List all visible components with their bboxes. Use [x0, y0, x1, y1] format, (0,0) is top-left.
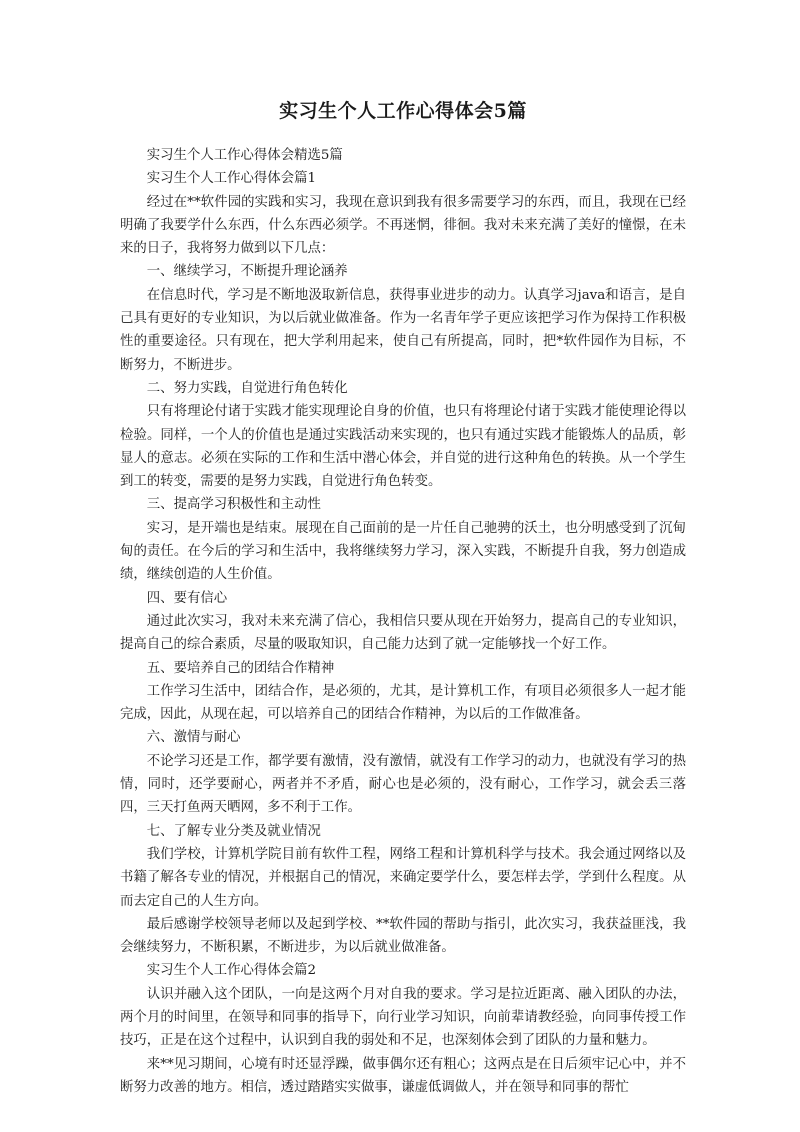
body-paragraph: 实习，是开端也是结束。展现在自己面前的是一片任自己驰骋的沃土，也分明感受到了沉甸甸的责任。在今后的学习和生活中，我将继续努力学习，深入实践，不断提升自我，努力创造成绩，继续创造的人生价值。 — [120, 520, 686, 583]
article-heading-1: 实习生个人工作心得体会篇1 — [146, 171, 317, 187]
document-page — [120, 96, 686, 1099]
body-paragraph: 不论学习还是工作，都学要有激情，没有激情，就没有工作学习的动力，也就没有学习的热情，同时，还学要耐心，两者并不矛盾，耐心也是必须的，没有耐心，工作学习，就会丢三落四，三天打鱼两天晒网，多不利于工作。 — [120, 753, 686, 816]
body-paragraph: 只有将理论付诸于实践才能实现理论自身的价值，也只有将理论付诸于实践才能使理论得以检验。同样，一个人的价值也是通过实践活动来实现的，也只有通过实践才能锻炼人的品质，彰显人的意志。必须在实际的工作和生活中潜心体会，并自觉的进行这种角色的转换。从一个学生到工的转变，需要的是努力实践，自觉进行角色转变。 — [120, 404, 686, 490]
body-paragraph: 通过此次实习，我对未来充满了信心，我相信只要从现在开始努力，提高自己的专业知识，提高自己的综合素质，尽量的吸取知识，自己能力达到了就一定能够找一个好工作。 — [120, 613, 686, 653]
section-heading: 二、努力实践，自觉进行角色转化 — [146, 380, 348, 396]
body-paragraph: 工作学习生活中，团结合作，是必须的，尤其，是计算机工作，有项目必须很多人一起才能完成，因此，从现在起，可以培养自己的团结合作精神，为以后的工作做准备。 — [120, 683, 686, 723]
section-heading: 三、提高学习积极性和主动性 — [146, 497, 321, 513]
section-heading: 五、要培养自己的团结合作精神 — [146, 660, 335, 676]
body-paragraph: 认识并融入这个团队，一向是这两个月对自我的要求。学习是拉近距离、融入团队的办法，两个月的时间里，在领导和同事的指导下，向行业学习知识，向前辈请教经验，向同事传授工作技巧，正是在这个过程中，认识到自我的弱处和不足，也深刻体会到了团队的力量和魅力。 — [120, 986, 686, 1049]
section-heading: 一、继续学习，不断提升理论涵养 — [146, 264, 348, 280]
body-paragraph: 在信息时代，学习是不断地汲取新信息，获得事业进步的动力。认真学习java和语言，是自己具有更好的专业知识，为以后就业做准备。作为一名青年学子更应该把学习作为保持工作积极性的重要途径。只有现在，把大学利用起来，使自己有所提高，同时，把*软件园作为目标，不断努力，不断进步。 — [120, 287, 686, 373]
body-paragraph: 我们学校，计算机学院目前有软件工程，网络工程和计算机科学与技术。我会通过网络以及书籍了解各专业的情况，并根据自己的情况，来确定要学什么，要怎样去学，学到什么程度。从而去定自己的人生方向。 — [120, 846, 686, 909]
body-paragraph: 经过在**软件园的实践和实习，我现在意识到我有很多需要学习的东西，而且，我现在已经明确了我要学什么东西，什么东西必须学。不再迷惘，徘徊。我对未来充满了美好的憧憬，在未来的日子，我将努力做到以下几点： — [120, 194, 686, 257]
document-body — [120, 144, 686, 1099]
section-heading: 四、要有信心 — [146, 590, 228, 606]
intro-line: 实习生个人工作心得体会精选5篇 — [146, 148, 343, 163]
body-paragraph: 最后感谢学校领导老师以及起到学校、**软件园的帮助与指引，此次实习，我获益匪浅，我会继续努力，不断积累，不断进步，为以后就业做准备。 — [120, 916, 686, 956]
article-heading-2: 实习生个人工作心得体会篇2 — [146, 963, 317, 979]
body-paragraph: 来**见习期间，心境有时还显浮躁，做事偶尔还有粗心；这两点是在日后须牢记心中，并不断努力改善的地方。相信，透过踏踏实实做事，谦虚低调做人，并在领导和同事的帮忙 — [120, 1056, 686, 1095]
section-heading: 七、了解专业分类及就业情况 — [146, 823, 321, 839]
section-heading: 六、激情与耐心 — [146, 730, 241, 746]
document-title: 实习生个人工作心得体会5篇 — [279, 100, 527, 122]
